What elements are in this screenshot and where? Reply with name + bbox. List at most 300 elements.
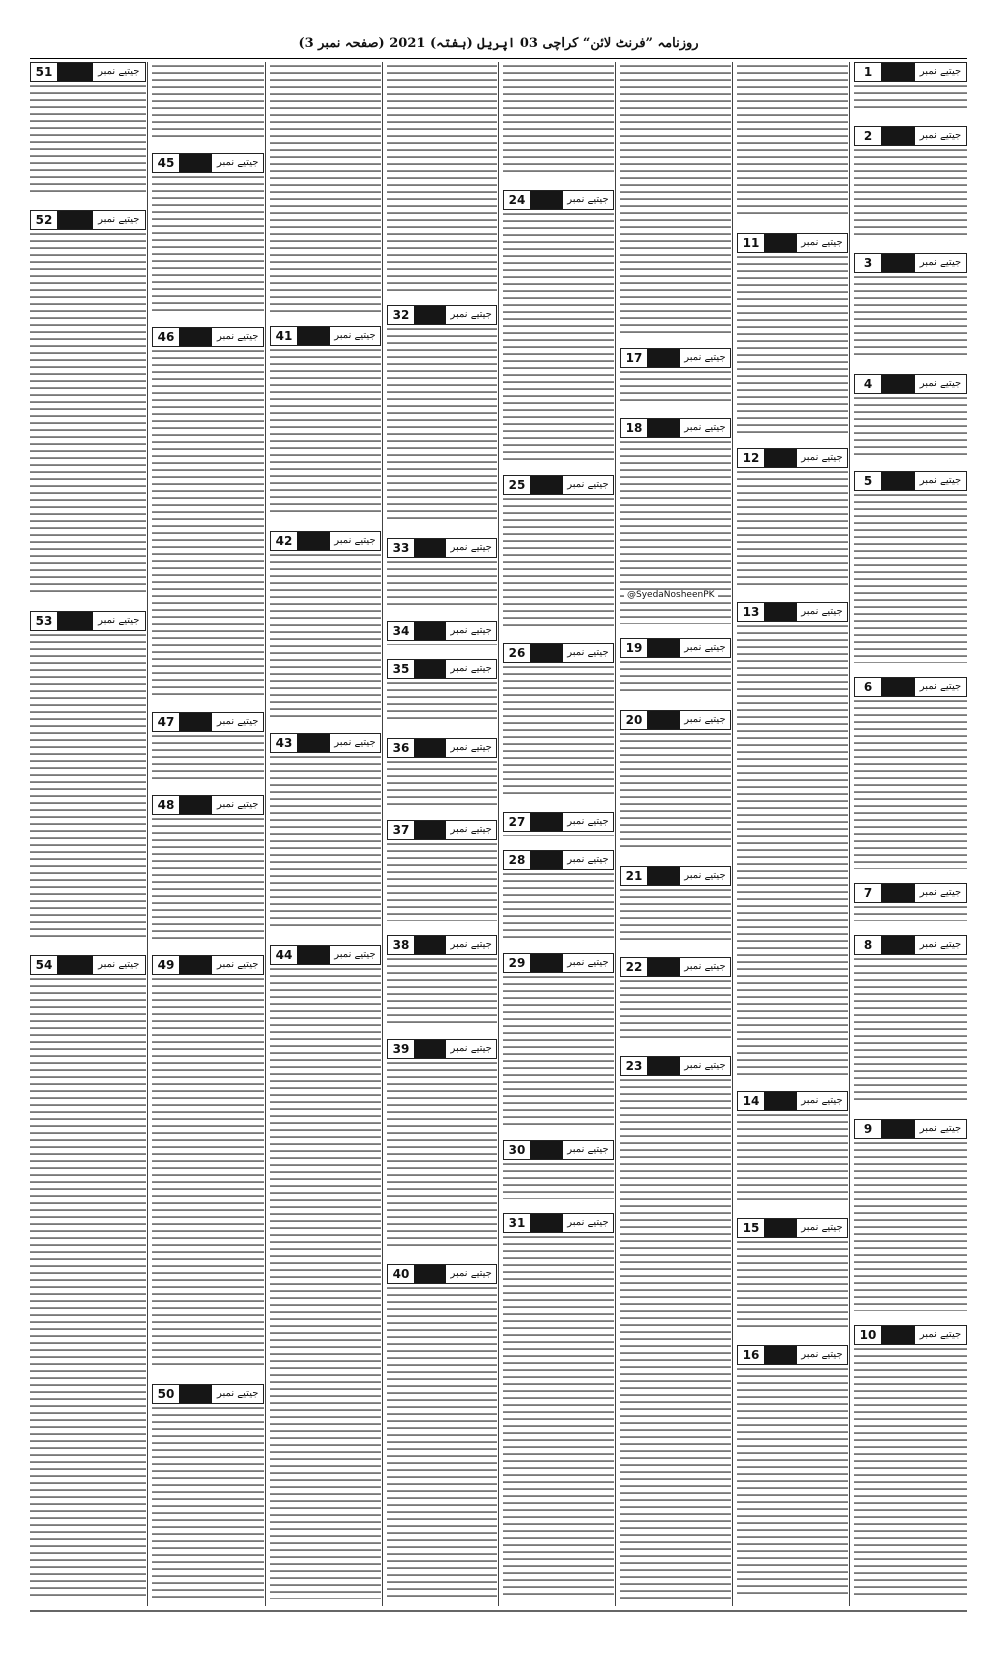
- item-number: 37: [392, 823, 410, 837]
- newspaper-columns: [30, 62, 967, 1606]
- item-text: [737, 1111, 848, 1211]
- item-label: جیتیے نمبر: [217, 157, 259, 168]
- item-number: 34: [392, 624, 410, 638]
- item-label: جیتیے نمبر: [567, 816, 609, 827]
- item-label: جیتیے نمبر: [217, 959, 259, 970]
- item-number: 10: [859, 1328, 877, 1342]
- text-block: [620, 62, 731, 341]
- redacted-bar: [297, 327, 330, 345]
- redacted-bar: [57, 211, 93, 229]
- item-card: [503, 475, 614, 636]
- item-card: [620, 348, 731, 411]
- item-text: [152, 347, 264, 705]
- item-card: [387, 538, 497, 614]
- item-text: [270, 965, 381, 1606]
- item-label: جیتیے نمبر: [567, 647, 609, 658]
- redacted-bar: [881, 936, 915, 954]
- redacted-bar: [881, 1326, 915, 1344]
- item-label: جیتیے نمبر: [567, 854, 609, 865]
- column-divider: [615, 62, 616, 1606]
- item-label: جیتیے نمبر: [98, 959, 140, 970]
- text-block: [152, 62, 264, 146]
- item-header: [854, 677, 967, 697]
- item-header: [152, 712, 264, 732]
- item-text: [737, 622, 848, 1084]
- item-card: [620, 710, 731, 859]
- item-number: 36: [392, 741, 410, 755]
- item-number: 28: [508, 853, 526, 867]
- item-number: 43: [275, 736, 293, 750]
- redacted-bar: [179, 956, 212, 974]
- item-header: [152, 327, 264, 347]
- item-number: 52: [35, 213, 53, 227]
- item-number: 16: [742, 1348, 760, 1362]
- item-header: [30, 210, 146, 230]
- redacted-bar: [647, 639, 680, 657]
- redacted-bar: [414, 660, 446, 678]
- item-card: [854, 935, 967, 1112]
- redacted-bar: [764, 603, 797, 621]
- item-number: 42: [275, 534, 293, 548]
- item-card: [854, 253, 967, 367]
- item-number: 5: [863, 474, 873, 488]
- item-text: [503, 870, 614, 946]
- item-header: [737, 602, 848, 622]
- item-card: [387, 659, 497, 731]
- item-card: [152, 955, 264, 1377]
- item-number: 41: [275, 329, 293, 343]
- continued-text: [620, 62, 731, 341]
- item-header: [854, 62, 967, 82]
- item-number: 12: [742, 451, 760, 465]
- footer-rule: [30, 1610, 967, 1612]
- redacted-bar: [530, 191, 563, 209]
- item-label: جیتیے نمبر: [334, 949, 376, 960]
- item-header: [620, 957, 731, 977]
- item-header: [503, 1140, 614, 1160]
- redacted-bar: [881, 63, 915, 81]
- redacted-bar: [881, 678, 915, 696]
- item-label: جیتیے نمبر: [801, 1222, 843, 1233]
- redacted-bar: [647, 867, 680, 885]
- redacted-bar: [764, 234, 797, 252]
- item-text: [152, 1404, 264, 1606]
- item-label: جیتیے نمبر: [450, 742, 492, 753]
- item-label: جیتیے نمبر: [217, 1388, 259, 1399]
- item-header: [387, 820, 497, 840]
- item-card: [854, 374, 967, 464]
- item-label: جیتیے نمبر: [919, 939, 962, 950]
- redacted-bar: [414, 1040, 446, 1058]
- item-number: 46: [157, 330, 175, 344]
- item-text: [620, 886, 731, 950]
- header-rule: [30, 58, 967, 59]
- item-text: [387, 679, 497, 731]
- item-text: [152, 815, 264, 948]
- item-text: [387, 1284, 497, 1606]
- item-card: [737, 1091, 848, 1211]
- item-label: جیتیے نمبر: [801, 1095, 843, 1106]
- item-header: [503, 643, 614, 663]
- item-label: جیتیے نمبر: [919, 1329, 962, 1340]
- item-number: 13: [742, 605, 760, 619]
- item-header: [737, 1091, 848, 1111]
- item-card: [737, 448, 848, 595]
- item-label: جیتیے نمبر: [334, 330, 376, 341]
- redacted-bar: [647, 1057, 680, 1075]
- column-divider: [147, 62, 148, 1606]
- item-text: [854, 82, 967, 119]
- item-number: 19: [625, 641, 643, 655]
- item-header: [152, 955, 264, 975]
- item-label: جیتیے نمبر: [450, 663, 492, 674]
- continued-text: [503, 62, 614, 183]
- item-card: [270, 531, 381, 726]
- item-label: جیتیے نمبر: [98, 66, 140, 77]
- item-card: [503, 812, 614, 843]
- redacted-bar: [881, 884, 915, 902]
- item-text: [620, 368, 731, 411]
- item-number: 51: [35, 65, 53, 79]
- item-text: [503, 210, 614, 468]
- redacted-bar: [881, 375, 915, 393]
- item-header: [854, 883, 967, 903]
- item-number: 39: [392, 1042, 410, 1056]
- item-card: [737, 1218, 848, 1338]
- item-text: [152, 732, 264, 788]
- item-text: [854, 146, 967, 246]
- item-card: [854, 883, 967, 928]
- item-header: [503, 1213, 614, 1233]
- item-card: [30, 611, 146, 948]
- item-number: 22: [625, 960, 643, 974]
- item-header: [854, 1325, 967, 1345]
- item-text: [854, 955, 967, 1112]
- item-label: جیتیے نمبر: [801, 606, 843, 617]
- continued-text: [152, 62, 264, 146]
- redacted-bar: [530, 644, 563, 662]
- item-text: [387, 558, 497, 614]
- redacted-bar: [764, 1219, 797, 1237]
- item-label: جیتیے نمبر: [217, 331, 259, 342]
- item-text: [620, 438, 731, 631]
- item-label: جیتیے نمبر: [98, 615, 140, 626]
- item-number: 21: [625, 869, 643, 883]
- item-number: 4: [863, 377, 873, 391]
- continued-text: [270, 62, 381, 319]
- item-label: جیتیے نمبر: [919, 681, 962, 692]
- item-text: [854, 273, 967, 367]
- item-card: [737, 1345, 848, 1606]
- text-block: [387, 62, 497, 298]
- item-number: 45: [157, 156, 175, 170]
- item-card: [620, 1056, 731, 1606]
- item-card: [30, 62, 146, 203]
- item-header: [387, 1039, 497, 1059]
- item-number: 17: [625, 351, 643, 365]
- redacted-bar: [179, 1385, 212, 1403]
- item-label: جیتیے نمبر: [567, 1144, 609, 1155]
- item-number: 3: [863, 256, 873, 270]
- page-header: روزنامہ ”فرنٹ لائن“ کراچی 03 اپریل (ہفتہ) 2021 (صفحہ نمبر 3): [298, 36, 699, 51]
- item-card: [387, 1039, 497, 1257]
- item-number: 33: [392, 541, 410, 555]
- column-divider: [265, 62, 266, 1606]
- item-label: جیتیے نمبر: [684, 961, 726, 972]
- item-label: جیتیے نمبر: [919, 130, 962, 141]
- redacted-bar: [414, 539, 446, 557]
- item-header: [854, 471, 967, 491]
- item-label: جیتیے نمبر: [801, 237, 843, 248]
- redacted-bar: [414, 306, 446, 324]
- item-header: [737, 1218, 848, 1238]
- item-number: 29: [508, 956, 526, 970]
- item-number: 6: [863, 680, 873, 694]
- redacted-bar: [57, 63, 93, 81]
- item-header: [737, 233, 848, 253]
- item-header: [30, 62, 146, 82]
- item-label: جیتیے نمبر: [684, 642, 726, 653]
- item-label: جیتیے نمبر: [567, 957, 609, 968]
- item-header: [620, 710, 731, 730]
- item-text: [737, 468, 848, 595]
- item-number: 14: [742, 1094, 760, 1108]
- redacted-bar: [647, 958, 680, 976]
- item-card: [854, 471, 967, 670]
- item-number: 44: [275, 948, 293, 962]
- item-number: 54: [35, 958, 53, 972]
- item-card: [270, 733, 381, 938]
- item-card: [854, 677, 967, 876]
- redacted-bar: [530, 851, 563, 869]
- item-number: 47: [157, 715, 175, 729]
- item-number: 9: [863, 1122, 873, 1136]
- item-header: [737, 448, 848, 468]
- redacted-bar: [764, 1092, 797, 1110]
- redacted-bar: [647, 419, 680, 437]
- item-number: 31: [508, 1216, 526, 1230]
- item-header: [387, 659, 497, 679]
- item-text: [737, 1365, 848, 1606]
- item-header: [620, 638, 731, 658]
- item-card: [620, 957, 731, 1049]
- item-text: [152, 975, 264, 1377]
- item-card: [737, 233, 848, 441]
- item-text: [30, 82, 146, 203]
- item-number: 8: [863, 938, 873, 952]
- redacted-bar: [414, 622, 446, 640]
- item-text: [854, 697, 967, 876]
- item-label: جیتیے نمبر: [567, 1217, 609, 1228]
- item-card: [387, 738, 497, 813]
- item-card: [503, 643, 614, 805]
- item-text: [854, 1345, 967, 1606]
- item-text: [387, 955, 497, 1032]
- item-text: [854, 394, 967, 464]
- item-number: 49: [157, 958, 175, 972]
- item-label: جیتیے نمبر: [801, 452, 843, 463]
- item-card: [620, 866, 731, 950]
- column-divider: [498, 62, 499, 1606]
- redacted-bar: [881, 254, 915, 272]
- redacted-bar: [530, 813, 563, 831]
- item-number: 32: [392, 308, 410, 322]
- continued-text: [737, 62, 848, 226]
- item-text: [387, 758, 497, 813]
- redacted-bar: [179, 328, 212, 346]
- item-number: 50: [157, 1387, 175, 1401]
- item-header: [854, 374, 967, 394]
- item-header: [620, 866, 731, 886]
- item-card: [387, 621, 497, 652]
- redacted-bar: [414, 1265, 446, 1283]
- text-block: [503, 62, 614, 183]
- redacted-bar: [530, 476, 563, 494]
- item-header: [854, 253, 967, 273]
- item-card: [152, 795, 264, 948]
- item-header: [854, 126, 967, 146]
- redacted-bar: [414, 821, 446, 839]
- item-label: جیتیے نمبر: [450, 1043, 492, 1054]
- item-header: [503, 812, 614, 832]
- item-header: [270, 733, 381, 753]
- item-number: 30: [508, 1143, 526, 1157]
- twitter-handle: @SyedaNosheenPK: [624, 590, 718, 601]
- item-text: [387, 1059, 497, 1257]
- item-text: [620, 658, 731, 703]
- column-divider: [849, 62, 850, 1606]
- item-text: [620, 1076, 731, 1606]
- item-header: [503, 475, 614, 495]
- item-label: جیتیے نمبر: [919, 257, 962, 268]
- item-card: [152, 1384, 264, 1606]
- item-number: 15: [742, 1221, 760, 1235]
- item-card: [854, 126, 967, 246]
- item-text: [503, 1233, 614, 1606]
- item-card: [503, 1213, 614, 1606]
- redacted-bar: [414, 739, 446, 757]
- item-card: [503, 953, 614, 1133]
- item-label: جیتیے نمبر: [567, 194, 609, 205]
- item-number: 11: [742, 236, 760, 250]
- item-card: [387, 820, 497, 928]
- item-label: جیتیے نمبر: [919, 1123, 962, 1134]
- item-header: [854, 935, 967, 955]
- item-header: [503, 190, 614, 210]
- item-header: [387, 621, 497, 641]
- item-label: جیتیے نمبر: [98, 214, 140, 225]
- item-text: [503, 832, 614, 843]
- text-block: [270, 62, 381, 319]
- item-text: [620, 977, 731, 1049]
- redacted-bar: [179, 796, 212, 814]
- redacted-bar: [647, 349, 680, 367]
- item-number: 23: [625, 1059, 643, 1073]
- redacted-bar: [297, 532, 330, 550]
- item-text: [503, 663, 614, 805]
- item-label: جیتیے نمبر: [217, 716, 259, 727]
- redacted-bar: [179, 713, 212, 731]
- item-text: [620, 730, 731, 859]
- redacted-bar: [881, 472, 915, 490]
- item-text: [387, 840, 497, 928]
- item-label: جیتیے نمبر: [450, 625, 492, 636]
- item-number: 27: [508, 815, 526, 829]
- item-text: [270, 346, 381, 524]
- item-card: [854, 62, 967, 119]
- redacted-bar: [764, 1346, 797, 1364]
- item-number: 26: [508, 646, 526, 660]
- item-header: [270, 326, 381, 346]
- item-label: جیتیے نمبر: [919, 475, 962, 486]
- redacted-bar: [530, 1214, 563, 1232]
- redacted-bar: [179, 154, 212, 172]
- item-text: [503, 1160, 614, 1206]
- item-text: [30, 230, 146, 604]
- item-label: جیتیے نمبر: [684, 422, 726, 433]
- item-number: 24: [508, 193, 526, 207]
- item-text: [854, 903, 967, 928]
- item-header: [270, 945, 381, 965]
- item-number: 18: [625, 421, 643, 435]
- item-text: [270, 551, 381, 726]
- item-label: جیتیے نمبر: [450, 824, 492, 835]
- item-card: [503, 190, 614, 468]
- item-header: [30, 611, 146, 631]
- redacted-bar: [647, 711, 680, 729]
- item-card: [387, 1264, 497, 1606]
- redacted-bar: [57, 956, 93, 974]
- item-text: [854, 1139, 967, 1318]
- item-label: جیتیے نمبر: [334, 737, 376, 748]
- item-label: جیتیے نمبر: [334, 535, 376, 546]
- item-number: 2: [863, 129, 873, 143]
- item-header: [30, 955, 146, 975]
- text-block: [737, 62, 848, 226]
- item-header: [152, 153, 264, 173]
- item-text: [503, 973, 614, 1133]
- redacted-bar: [881, 127, 915, 145]
- item-label: جیتیے نمبر: [684, 870, 726, 881]
- item-card: [737, 602, 848, 1084]
- redacted-bar: [57, 612, 93, 630]
- item-header: [270, 531, 381, 551]
- item-number: 38: [392, 938, 410, 952]
- item-label: جیتیے نمبر: [567, 479, 609, 490]
- item-number: 48: [157, 798, 175, 812]
- item-number: 40: [392, 1267, 410, 1281]
- item-number: 25: [508, 478, 526, 492]
- item-text: [503, 495, 614, 636]
- item-header: [854, 1119, 967, 1139]
- redacted-bar: [881, 1120, 915, 1138]
- item-number: 35: [392, 662, 410, 676]
- redacted-bar: [530, 954, 563, 972]
- redacted-bar: [530, 1141, 563, 1159]
- item-number: 20: [625, 713, 643, 727]
- item-number: 7: [863, 886, 873, 900]
- item-label: جیتیے نمبر: [684, 352, 726, 363]
- item-text: [152, 173, 264, 320]
- item-header: [387, 538, 497, 558]
- continued-text: [387, 62, 497, 298]
- item-label: جیتیے نمبر: [450, 309, 492, 320]
- redacted-bar: [764, 449, 797, 467]
- column-divider: [732, 62, 733, 1606]
- item-card: [30, 210, 146, 604]
- item-header: [620, 418, 731, 438]
- item-label: جیتیے نمبر: [919, 378, 962, 389]
